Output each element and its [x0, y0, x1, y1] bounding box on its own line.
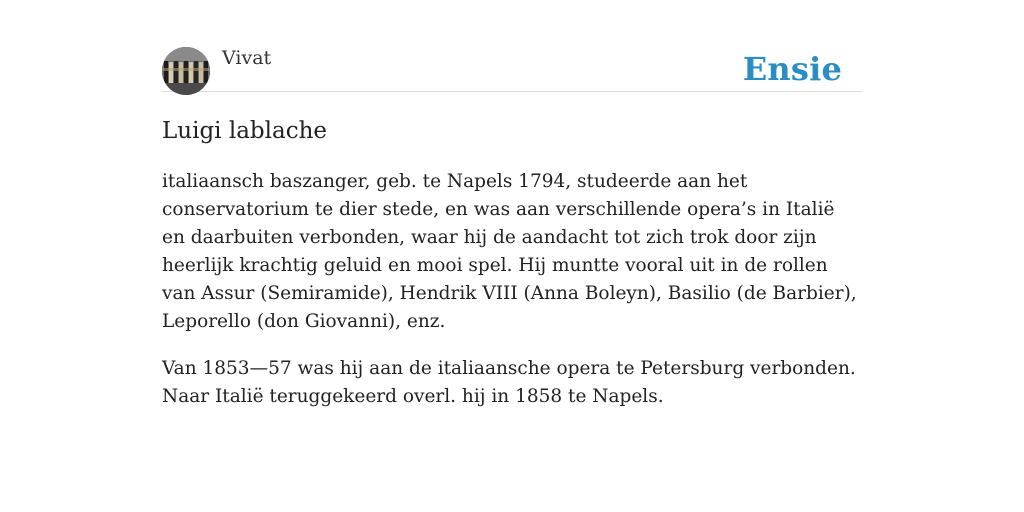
book-spines-icon [162, 47, 210, 95]
article-paragraph: italiaansch baszanger, geb. te Napels 1794, studeerde aan het conservatorium te dier stede, en was aan verschillende opera’s in Italië en daarbuiten verbonden, waar hij de aandacht tot zich trok door zijn heerlijk krachtig geluid en mooi spel. Hij muntte vooral uit in de rollen van Assur (Semiramide), Hendrik VIII (Anna Boleyn), Basilio (de Barbier), Leporello (don Giovanni), enz. [162, 171, 857, 332]
brand-logo[interactable]: Ensie [742, 50, 842, 88]
source-avatar[interactable] [162, 47, 210, 95]
article-card [162, 46, 862, 411]
source-name[interactable]: Vivat [222, 47, 272, 69]
article-title: Luigi lablache [162, 118, 327, 144]
article-header [162, 46, 862, 92]
article-paragraph: Van 1853—57 was hij aan de italiaansche opera te Petersburg verbonden. Naar Italië teruggekeerd overl. hij in 1858 te Napels. [162, 358, 856, 407]
